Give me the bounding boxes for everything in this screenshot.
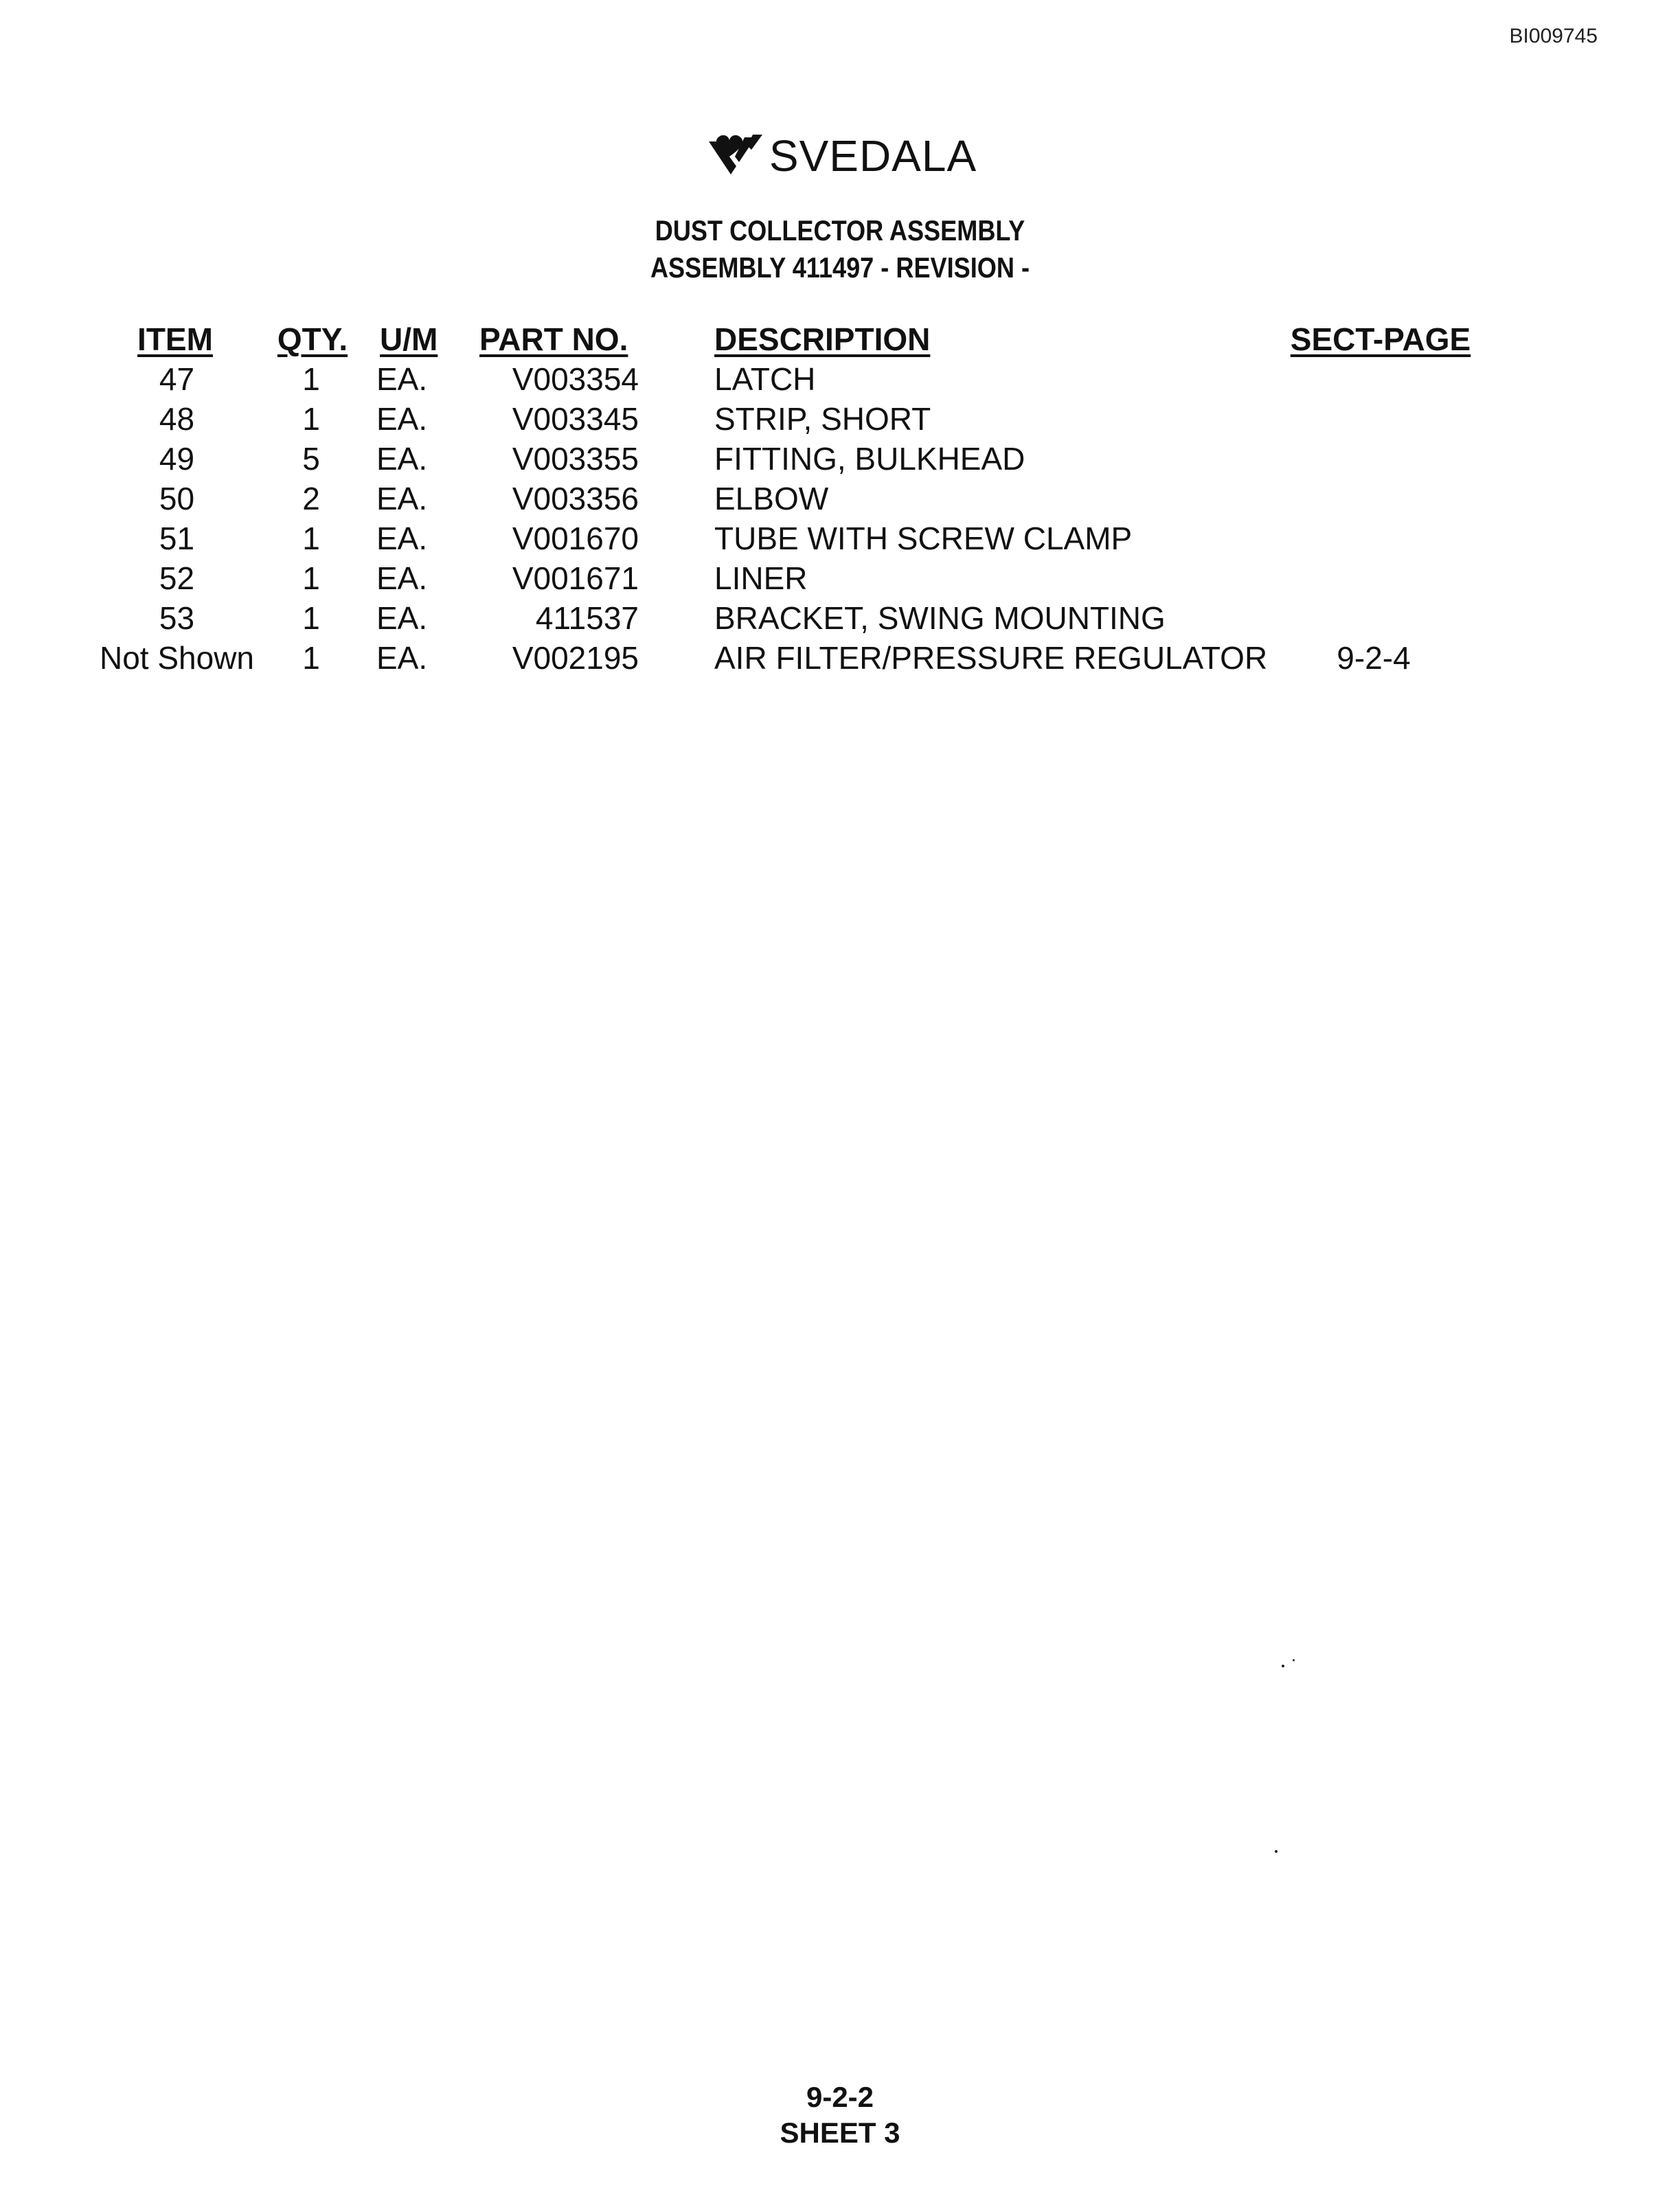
table-row	[0, 479, 1680, 518]
um-cell: EA.	[376, 361, 428, 397]
qty-cell: 1	[302, 640, 320, 676]
part-no-cell: V003354	[512, 361, 639, 397]
description-cell: ELBOW	[714, 481, 829, 516]
sect-page-cell: 9-2-4	[1337, 640, 1411, 676]
table-row	[0, 598, 1680, 638]
header-item: ITEM	[137, 321, 213, 357]
header-part-no: PART NO.	[479, 321, 628, 357]
table-row	[0, 439, 1680, 479]
sheet-number: SHEET 3	[780, 2117, 900, 2149]
part-no-cell: V001670	[512, 521, 639, 556]
item-cell: 51	[159, 521, 195, 556]
item-cell: 53	[159, 600, 195, 636]
part-no-cell: V002195	[512, 640, 639, 676]
qty-cell: 1	[302, 401, 320, 437]
part-no-cell: V003356	[512, 481, 639, 516]
qty-cell: 1	[302, 600, 320, 636]
table-row	[0, 558, 1680, 598]
table-row	[0, 518, 1680, 558]
description-cell: TUBE WITH SCREW CLAMP	[714, 521, 1133, 556]
description-cell: FITTING, BULKHEAD	[714, 441, 1025, 477]
header-description: DESCRIPTION	[714, 321, 931, 357]
assembly-title: DUST COLLECTOR ASSEMBLY	[655, 214, 1025, 247]
qty-cell: 1	[302, 521, 320, 556]
table-row	[0, 638, 1680, 678]
um-cell: EA.	[376, 560, 428, 596]
item-cell: Not Shown	[99, 640, 254, 676]
qty-cell: 2	[302, 481, 320, 516]
table-row	[0, 359, 1680, 399]
logo-text: SVEDALA	[769, 131, 977, 181]
header-sect-page: SECT-PAGE	[1290, 321, 1471, 357]
description-cell: LATCH	[714, 361, 816, 397]
um-cell: EA.	[376, 640, 428, 676]
part-no-cell: V001671	[512, 560, 639, 596]
table-row	[0, 399, 1680, 439]
item-cell: 48	[159, 401, 195, 437]
scan-speck	[1293, 1659, 1295, 1661]
logo	[0, 130, 1680, 181]
document-id: BI009745	[1509, 25, 1598, 47]
description-cell: LINER	[714, 560, 808, 596]
header-qty: QTY.	[277, 321, 348, 357]
description-cell: AIR FILTER/PRESSURE REGULATOR	[714, 640, 1268, 676]
item-cell: 52	[159, 560, 195, 596]
item-cell: 49	[159, 441, 195, 477]
um-cell: EA.	[376, 521, 428, 556]
scan-speck	[1282, 1665, 1284, 1667]
item-cell: 50	[159, 481, 195, 516]
um-cell: EA.	[376, 441, 428, 477]
description-cell: STRIP, SHORT	[714, 401, 931, 437]
part-no-cell: V003345	[512, 401, 639, 437]
part-no-cell: 411537	[535, 600, 639, 636]
qty-cell: 1	[302, 361, 320, 397]
description-cell: BRACKET, SWING MOUNTING	[714, 600, 1166, 636]
svedala-logo-icon	[703, 132, 765, 180]
scan-speck	[1275, 1850, 1278, 1853]
qty-cell: 5	[302, 441, 320, 477]
page-number: 9-2-2	[806, 2081, 874, 2113]
item-cell: 47	[159, 361, 195, 397]
table-header-row	[0, 319, 1680, 359]
um-cell: EA.	[376, 600, 428, 636]
qty-cell: 1	[302, 560, 320, 596]
part-no-cell: V003355	[512, 441, 639, 477]
um-cell: EA.	[376, 401, 428, 437]
assembly-revision: ASSEMBLY 411497 - REVISION -	[650, 251, 1030, 284]
um-cell: EA.	[376, 481, 428, 516]
header-um: U/M	[380, 321, 438, 357]
